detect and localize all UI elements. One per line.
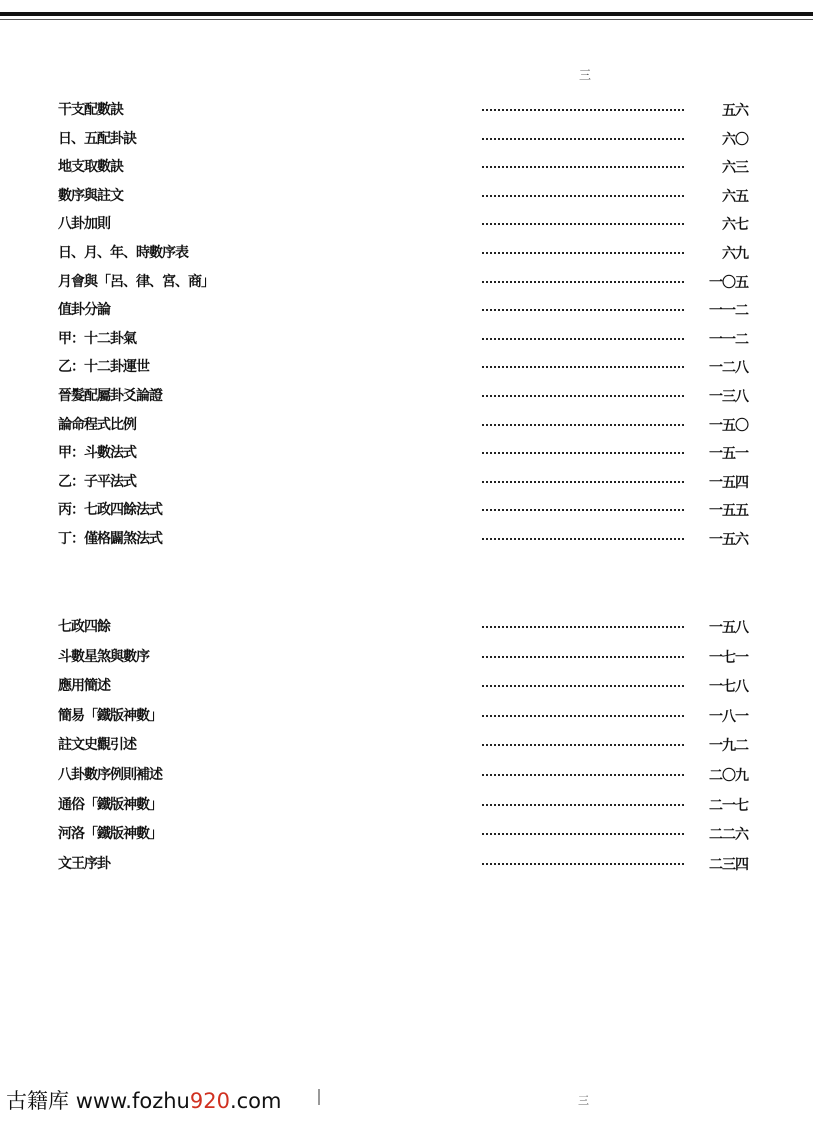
site-logo[interactable] (6, 1085, 281, 1115)
toc-dot-leader (482, 395, 684, 397)
toc-dot-leader (482, 715, 684, 717)
toc-dot-leader (482, 452, 684, 454)
toc-dot-leader (482, 863, 684, 865)
toc-entry-page: 一五八 (709, 620, 748, 636)
toc-dot-leader (482, 481, 684, 483)
toc-entry[interactable] (58, 353, 748, 381)
toc-entry-page: 一一二 (709, 331, 748, 348)
toc-entry[interactable] (58, 210, 748, 238)
toc-dot-leader (482, 252, 684, 254)
toc-entry[interactable] (58, 325, 748, 353)
toc-entry-page: 一五五 (709, 503, 748, 520)
logo-chinese: 古籍库 (6, 1089, 69, 1113)
toc-entry-title: 七政四餘 (58, 619, 110, 635)
toc-entry-page: 二三四 (709, 856, 748, 873)
toc-entry-title: 應用簡述 (58, 678, 110, 695)
toc-entry-title: 日、月、年、時數序表 (58, 245, 188, 261)
toc-entry[interactable] (58, 731, 748, 759)
toc-entry-title: 丙：七政四餘法式 (58, 502, 162, 519)
toc-entry[interactable] (58, 382, 748, 410)
toc-entry-page: 五六 (722, 103, 748, 119)
toc-entry-title: 月會與「呂、律、宮、商」 (58, 273, 214, 290)
toc-entry-page: 一〇五 (709, 274, 748, 291)
toc-entry[interactable] (58, 613, 748, 641)
toc-dot-leader (482, 138, 684, 140)
toc-dot-leader (482, 833, 684, 835)
toc-entry[interactable] (58, 643, 748, 671)
toc-dot-leader (482, 338, 684, 340)
footer-divider (318, 1089, 320, 1105)
toc-entry-page: 六七 (722, 217, 748, 234)
toc-entry-title: 甲：十二卦氣 (58, 330, 136, 347)
logo-url: www.fozhu920.com (75, 1089, 282, 1113)
toc-entry[interactable] (58, 439, 748, 467)
toc-entry[interactable] (58, 468, 748, 496)
toc-entry-page: 二一七 (709, 797, 748, 814)
toc-dot-leader (482, 366, 684, 368)
toc-entry[interactable] (58, 850, 748, 878)
toc-entry-title: 晉髮配屬卦爻論證 (58, 388, 162, 404)
toc-entry[interactable] (58, 296, 748, 324)
toc-dot-leader (482, 538, 684, 540)
toc-entry-title: 河洛「鐵版神數」 (58, 826, 162, 843)
toc-entry-page: 一二八 (709, 360, 748, 377)
toc-dot-leader (482, 109, 684, 111)
toc-entry[interactable] (58, 525, 748, 553)
toc-entry-page: 一五六 (709, 532, 748, 548)
toc-dot-leader (482, 774, 684, 776)
toc-entry[interactable] (58, 96, 748, 124)
toc-entry-page: 六九 (722, 246, 748, 262)
toc-entry[interactable] (58, 672, 748, 700)
toc-entry-page: 一三八 (709, 389, 748, 405)
toc-dot-leader (482, 424, 684, 426)
toc-entry-title: 乙：十二卦運世 (58, 359, 149, 376)
toc-entry[interactable] (58, 820, 748, 848)
footer-page-mark: 三 (578, 1094, 589, 1107)
toc-entry-title: 甲：斗數法式 (58, 445, 136, 462)
toc-entry-page: 一九二 (709, 738, 748, 755)
toc-entry-title: 通俗「鐵版神數」 (58, 796, 162, 813)
toc-entry-title: 數序與註文 (58, 187, 123, 204)
toc-entry-title: 干支配數訣 (58, 102, 123, 118)
toc-entry-page: 一五一 (709, 446, 748, 463)
toc-dot-leader (482, 281, 684, 283)
toc-dot-leader (482, 626, 684, 628)
toc-dot-leader (482, 509, 684, 511)
toc-entry-page: 二〇九 (709, 768, 748, 784)
toc-dot-leader (482, 166, 684, 168)
toc-entry-title: 值卦分論 (58, 302, 110, 319)
toc-entry-page: 六〇 (722, 131, 748, 148)
toc-entry-page: 六五 (722, 188, 748, 205)
toc-entry[interactable] (58, 239, 748, 267)
header-page-mark: 三 (579, 68, 592, 82)
toc-entry-title: 八卦加則 (58, 216, 110, 233)
toc-entry-title: 論命程式比例 (58, 416, 136, 433)
toc-dot-leader (482, 685, 684, 687)
toc-dot-leader (482, 309, 684, 311)
toc-entry[interactable] (58, 125, 748, 153)
toc-entry-page: 一一二 (709, 303, 748, 320)
toc-entry-page: 二二六 (709, 827, 748, 844)
toc-entry-page: 一七一 (709, 649, 748, 666)
toc-entry[interactable] (58, 411, 748, 439)
toc-entry[interactable] (58, 182, 748, 210)
toc-entry-title: 日、五配卦訣 (58, 130, 136, 147)
toc-entry-title: 斗數星煞與數序 (58, 648, 149, 665)
toc-entry-title: 乙：子平法式 (58, 473, 136, 490)
toc-entry[interactable] (58, 496, 748, 524)
toc-dot-leader (482, 804, 684, 806)
toc-dot-leader (482, 744, 684, 746)
toc-entry[interactable] (58, 702, 748, 730)
toc-dot-leader (482, 656, 684, 658)
toc-entry-title: 文王序卦 (58, 855, 110, 872)
toc-entry-page: 六三 (722, 160, 748, 177)
toc-entry[interactable] (58, 791, 748, 819)
toc-entry[interactable] (58, 153, 748, 181)
toc-entry-title: 簡易「鐵版神數」 (58, 707, 162, 724)
toc-entry-page: 一五〇 (709, 417, 748, 434)
toc-entry-title: 註文史觀引述 (58, 737, 136, 754)
toc-entry[interactable] (58, 268, 748, 296)
toc-entry-title: 丁：僅格闢煞法式 (58, 531, 162, 547)
toc-dot-leader (482, 223, 684, 225)
toc-entry-title: 地支取數訣 (58, 159, 123, 176)
toc-entry-title: 八卦數序例則補述 (58, 767, 162, 783)
toc-entry[interactable] (58, 761, 748, 789)
toc-entry-page: 一七八 (709, 679, 748, 696)
toc-entry-page: 一五四 (709, 474, 748, 491)
toc-dot-leader (482, 195, 684, 197)
toc-entry-page: 一八一 (709, 708, 748, 725)
